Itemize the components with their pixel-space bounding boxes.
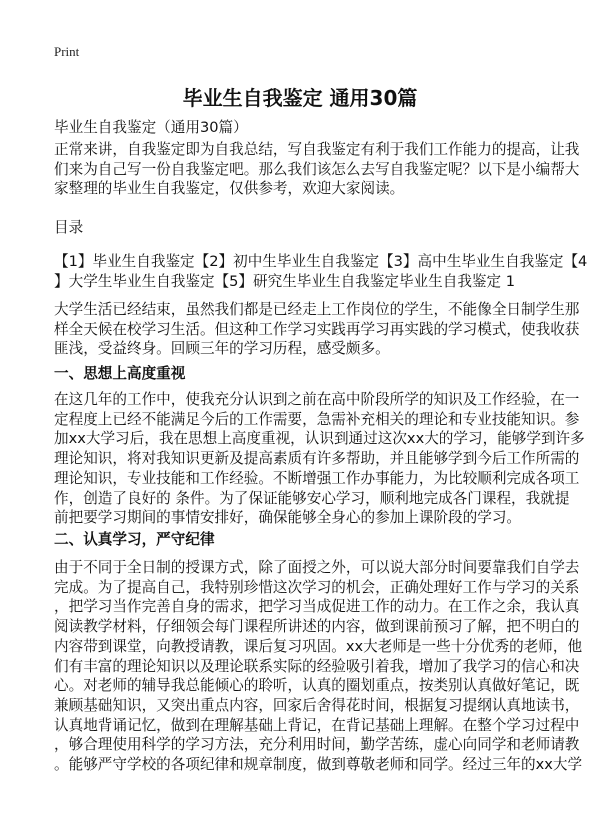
text-line: 样全天候在校学习生活。但这种工作学习实践再学习再实践的学习模式，使我收获 — [54, 320, 580, 338]
text-line: 认真地背诵记忆，做到在理解基础上背记，在背记基础上理解。在整个学习过程中 — [54, 716, 580, 734]
subtitle: 毕业生自我鉴定（通用30篇） — [54, 119, 248, 136]
text-line: 前把要学习期间的事情安排好，确保能够全身心的参加上课阶段的学习。 — [54, 509, 522, 527]
text-line: ，够合理使用科学的学习方法，充分利用时间，勤学苦练，虚心向同学和老师请教 — [54, 736, 580, 754]
section-heading-2: 二、认真学习，严守纪律 — [54, 531, 215, 548]
toc-heading: 目录 — [54, 219, 84, 236]
text-line: 。能够严守学校的各项纪律和规章制度，做到尊敬老师和同学。经过三年的xx大学 — [54, 756, 583, 774]
text-line: 由于不同于全日制的授课方式，除了面授之外，可以说大部分时间要靠我们自学去 — [54, 559, 580, 576]
text-line: 作，创造了良好的 条件。为了保证能够安心学习，顺利地完成各门课程，我就提 — [54, 489, 570, 507]
text-line: 匪浅，受益终身。回顾三年的学习历程，感受颇多。 — [54, 340, 390, 358]
toc-list — [54, 252, 588, 291]
section-2-paragraph — [54, 558, 583, 775]
text-line: 加xx大学习后，我在思想上高度重视，认识到通过这次xx大的学习，能够学到许多 — [54, 430, 585, 448]
text-line: 理论知识，将对我知识更新及提高素质有许多帮助，并且能够学到今后工作所需的 — [54, 450, 580, 468]
text-line: 内容带到课堂，向教授请教，课后复习巩固。xx大老师是一些十分优秀的老师，他 — [54, 637, 583, 655]
section-heading-1: 一、思想上高度重视 — [54, 365, 186, 382]
text-line: 定程度上已经不能满足今后的工作需要，急需补充相关的理论和专业技能知识。参 — [54, 410, 580, 428]
text-line: 们来为自己写一份自我鉴定吧。那么我们该怎么去写自我鉴定呢？以下是小编帮大 — [54, 160, 580, 178]
text-line: 家整理的毕业生自我鉴定，仅供参考，欢迎大家阅读。 — [54, 180, 405, 198]
text-line: ，把学习当作完善自身的需求，把学习当成促进工作的动力。在工作之余，我认真 — [54, 598, 580, 616]
text-line: 兼顾基础知识，又突出重点内容，回家后舍得花时间，根据复习提纲认真地读书， — [54, 696, 580, 714]
section-1-paragraph — [54, 390, 585, 528]
toc-line[interactable]: 【1】毕业生自我鉴定【2】初中生毕业生自我鉴定【3】高中生毕业生自我鉴定【4 — [54, 253, 588, 270]
text-line: 完成。为了提高自己，我特别珍惜这次学习的机会，正确处理好工作与学习的关系 — [54, 578, 580, 596]
opening-paragraph — [54, 300, 580, 359]
text-line: 心。对老师的辅导我总能倾心的聆听，认真的圈划重点，按类别认真做好笔记，既 — [54, 677, 580, 695]
text-line: 在这几年的工作中，使我充分认识到之前在高中阶段所学的知识及工作经验，在一 — [54, 391, 580, 408]
text-line: 大学生活已经结束，虽然我们都是已经走上工作岗位的学生，不能像全日制学生那 — [54, 301, 580, 318]
text-line: 正常来讲，自我鉴定即为自我总结，写自我鉴定有利于我们工作能力的提高，让我 — [54, 141, 580, 158]
text-line: 阅读教学材料，仔细领会每门课程所讲述的内容，做到课前预习了解，把不明白的 — [54, 618, 580, 636]
print-link[interactable]: Print — [54, 44, 80, 59]
page-title: 毕业生自我鉴定 通用30篇 — [182, 86, 418, 110]
intro-paragraph — [54, 140, 580, 199]
toc-line[interactable]: 】大学生毕业生自我鉴定【5】研究生毕业生自我鉴定毕业生自我鉴定 1 — [54, 272, 516, 290]
text-line: 理论知识，专业技能和工作经验。不断增强工作办事能力，为比较顺利完成各项工 — [54, 469, 580, 487]
text-line: 们有丰富的理论知识以及理论联系实际的经验吸引着我，增加了我学习的信心和决 — [54, 657, 580, 675]
